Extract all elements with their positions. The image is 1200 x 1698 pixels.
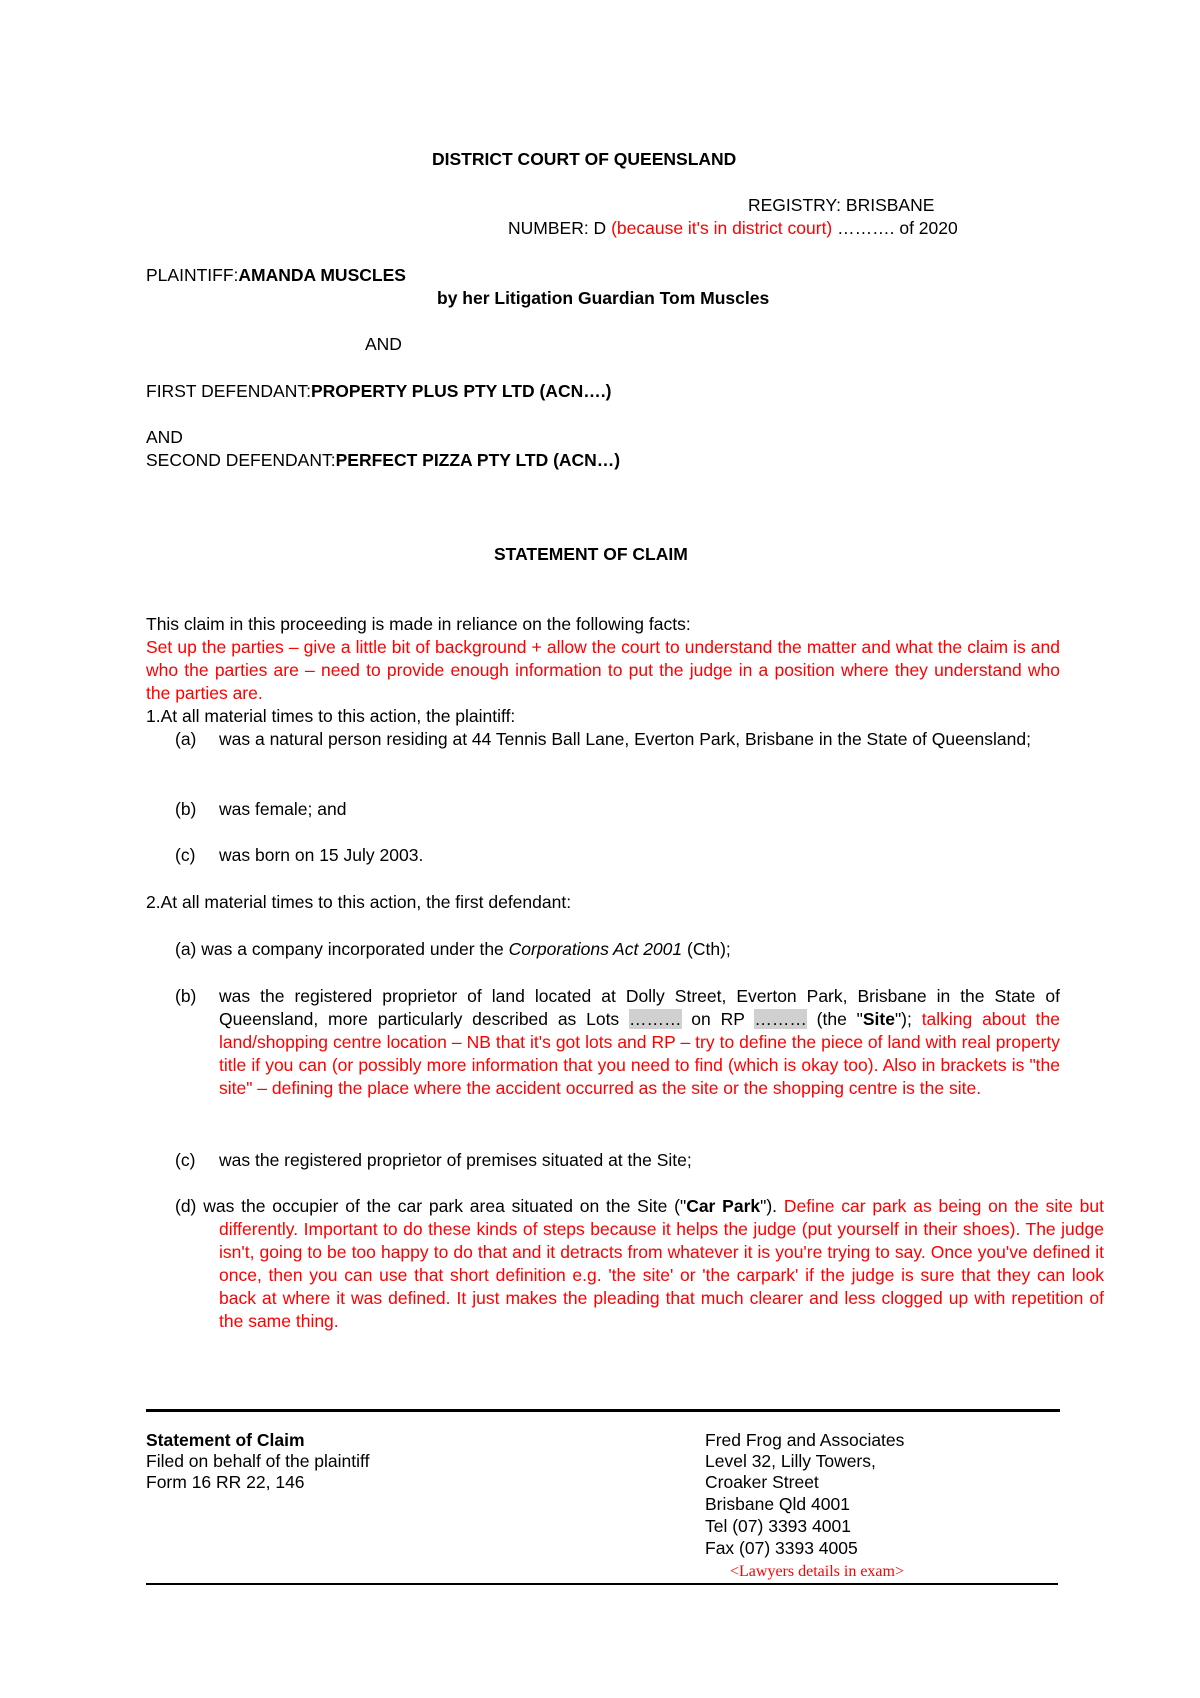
para1-b-label: (b) — [175, 799, 197, 819]
footer-form: Form 16 RR 22, 146 — [146, 1472, 305, 1492]
case-number — [508, 217, 958, 240]
and-separator-2: AND — [146, 427, 183, 447]
para2-a-suffix: (Cth); — [682, 939, 731, 959]
firm-name: Fred Frog and Associates — [705, 1430, 905, 1450]
and-separator-1: AND — [365, 334, 402, 354]
second-defendant-label: SECOND DEFENDANT: — [146, 450, 336, 470]
second-defendant-name: PERFECT PIZZA PTY LTD (ACN…) — [335, 450, 621, 470]
para1-a-text: was a natural person residing at 44 Tennis Ball Lane, Everton Park, Brisbane in the State of Queensland; — [219, 729, 1031, 749]
rp-blank: ……… — [754, 1009, 807, 1029]
firm-tel: Tel (07) 3393 4001 — [705, 1516, 851, 1536]
footer-bottom-rule — [146, 1583, 1058, 1585]
firm-address-2: Croaker Street — [705, 1472, 819, 1492]
plaintiff-guardian: by her Litigation Guardian Tom Muscles — [437, 288, 770, 308]
firm-address-3: Brisbane Qld 4001 — [705, 1494, 850, 1514]
second-defendant-line — [146, 449, 620, 472]
para1-c-label: (c) — [175, 845, 196, 865]
firm-address-1: Level 32, Lilly Towers, — [705, 1451, 876, 1471]
para2-d-mid: "). — [760, 1196, 784, 1216]
footer-top-rule — [146, 1409, 1060, 1412]
para2-b-text4: "); — [894, 1009, 912, 1029]
setup-note: Set up the parties – give a little bit of background + allow the court to understand the matter and what the claim is and who the parties are – need to provide enough information to put the judge in a position where they understand who the parties are. — [146, 637, 1060, 703]
registry: REGISTRY: BRISBANE — [748, 195, 935, 215]
para2-lead: 2.At all material times to this action, the first defendant: — [146, 892, 572, 912]
site-term: Site — [862, 1009, 895, 1029]
plaintiff-line — [146, 264, 406, 287]
number-prefix: NUMBER: D — [508, 218, 612, 238]
number-suffix: ………. of 2020 — [832, 218, 958, 238]
para2-a-prefix: (a) was a company incorporated under the — [175, 939, 509, 959]
para1-lead: 1.At all material times to this action, the plaintiff: — [146, 706, 516, 726]
court-title: DISTRICT COURT OF QUEENSLAND — [432, 149, 737, 169]
document-title: STATEMENT OF CLAIM — [494, 544, 688, 564]
para2-c-label: (c) — [175, 1150, 196, 1170]
plaintiff-label: PLAINTIFF: — [146, 265, 239, 285]
para2-d — [175, 1195, 1104, 1333]
para2-a-act: Corporations Act 2001 — [508, 939, 683, 959]
site-note: talking about the land/shopping centre location – NB that it's got lots and RP – try to define the piece of land with real property title if you can (or possibly more information that you need to find (which is okay too). Also in brackets is "the site" – defining the place where the accident occurred as the site or the shopping centre is the site. — [219, 1009, 1061, 1098]
para2-b-text2: on RP — [681, 1009, 755, 1029]
para2-b — [219, 985, 1060, 1100]
carpark-note: Define car park as being on the site but differently. Important to do these kinds of steps because it helps the judge (put yourself in their shoes). The judge isn't, going to be too happy to do that and it detracts from whatever it is you're trying to say. Once you've defined it once, then you can use that short definition e.g. 'the site' or 'the carpark' if the judge is sure that they can look back at where it was defined. It just makes the pleading that much clearer and less clogged up with repetition of the same thing. — [219, 1196, 1104, 1331]
para1-c-text: was born on 15 July 2003. — [219, 845, 424, 865]
para2-b-text1: was the registered proprietor of land located at Dolly Street, Everton Park, Brisbane in the State of Queensland, more particularly described as Lots — [219, 986, 1060, 1029]
para2-b-text3: (the " — [806, 1009, 863, 1029]
lawyers-details-note: <Lawyers details in exam> — [730, 1563, 904, 1580]
para1-b-text: was female; and — [219, 799, 347, 819]
para2-b-label: (b) — [175, 986, 197, 1006]
first-defendant-line — [146, 380, 611, 403]
number-note: (because it's in district court) — [611, 218, 833, 238]
para1-a-label: (a) — [175, 729, 197, 749]
lots-blank: ……… — [629, 1009, 682, 1029]
para2-c-text: was the registered proprietor of premises situated at the Site; — [219, 1150, 692, 1170]
para2-a — [175, 938, 731, 961]
first-defendant-label: FIRST DEFENDANT: — [146, 381, 311, 401]
footer-filed: Filed on behalf of the plaintiff — [146, 1451, 370, 1471]
footer-doc-title: Statement of Claim — [146, 1430, 305, 1450]
intro-text: This claim in this proceeding is made in reliance on the following facts: — [146, 614, 691, 634]
first-defendant-name: PROPERTY PLUS PTY LTD (ACN….) — [310, 381, 612, 401]
firm-fax: Fax (07) 3393 4005 — [705, 1538, 858, 1558]
para2-d-prefix: (d) was the occupier of the car park area situated on the Site (" — [175, 1196, 687, 1216]
carpark-term: Car Park — [686, 1196, 761, 1216]
plaintiff-name: AMANDA MUSCLES — [238, 265, 406, 285]
